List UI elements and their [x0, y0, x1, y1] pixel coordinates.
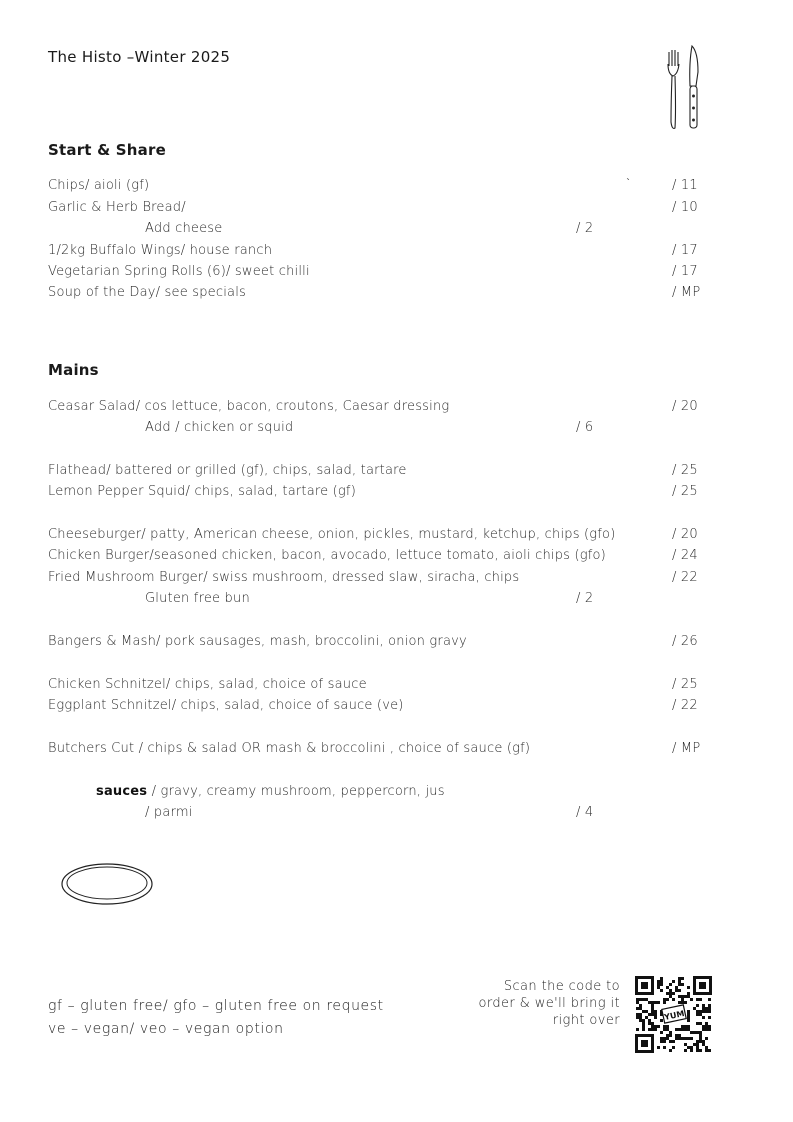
item-price: / MP [672, 741, 701, 756]
item-price: / 25 [672, 677, 698, 692]
item-name: Chicken Burger/seasoned chicken, bacon, avocado, lettuce tomato, aioli chips (gfo) [48, 548, 606, 563]
fork-icon [668, 50, 679, 128]
menu-addon [48, 221, 748, 241]
addon-name: Add cheese [145, 221, 223, 236]
item-name: Chips/ aioli (gf) [48, 178, 150, 193]
menu-item [48, 548, 748, 568]
item-price: / 11 [672, 178, 698, 193]
item-price: / 10 [672, 200, 698, 215]
menu-item [48, 178, 748, 198]
item-price: / 25 [672, 463, 698, 478]
section-heading-start: Start & Share [48, 141, 166, 159]
scan-instructions: Scan the code to order & we'll bring it right over [478, 979, 620, 1028]
item-price: / 20 [672, 399, 698, 414]
menu-item [48, 741, 748, 761]
knife-icon [690, 46, 698, 128]
addon-name: Add / chicken or squid [145, 420, 294, 435]
item-name: Vegetarian Spring Rolls (6)/ sweet chilli [48, 264, 310, 279]
menu-addon [48, 591, 748, 611]
item-price: / 24 [672, 548, 698, 563]
addon-price: / 2 [576, 221, 594, 236]
menu-item [48, 243, 748, 263]
addon-price: / 6 [576, 420, 594, 435]
cutlery-icon [662, 42, 708, 134]
item-name: Soup of the Day/ see specials [48, 285, 246, 300]
sauces-list: / gravy, creamy mushroom, peppercorn, jus [147, 784, 445, 799]
menu-item [48, 200, 748, 220]
item-name: Flathead/ battered or grilled (gf), chips, salad, tartare [48, 463, 407, 478]
menu-item [48, 698, 748, 718]
section-heading-mains: Mains [48, 361, 99, 379]
item-name: Ceasar Salad/ cos lettuce, bacon, croutons, Caesar dressing [48, 399, 450, 414]
item-name: Chicken Schnitzel/ chips, salad, choice of sauce [48, 677, 367, 692]
addon-name: Gluten free bun [145, 591, 250, 606]
legend-line-1: gf – gluten free/ gfo – gluten free on request [48, 998, 384, 1014]
menu-item [48, 484, 748, 504]
menu-item [48, 285, 748, 305]
menu-item [48, 570, 748, 590]
menu-addon [48, 420, 748, 440]
menu-item [48, 463, 748, 483]
menu-item [48, 264, 748, 284]
item-price: / 17 [672, 264, 698, 279]
item-price: / 20 [672, 527, 698, 542]
sauces-label: sauces [96, 784, 148, 799]
item-name: Lemon Pepper Squid/ chips, salad, tartare (gf) [48, 484, 356, 499]
menu-title: The Histo –Winter 2025 [48, 48, 231, 66]
item-name: 1/2kg Buffalo Wings/ house ranch [48, 243, 273, 258]
menu-item [48, 527, 748, 547]
menu-item [48, 634, 748, 654]
item-name: Butchers Cut / chips & salad OR mash & broccolini , choice of sauce (gf) [48, 741, 531, 756]
item-price: / 17 [672, 243, 698, 258]
item-price: / 25 [672, 484, 698, 499]
parmi-price: / 4 [576, 805, 594, 820]
item-price: / 26 [672, 634, 698, 649]
qr-code[interactable] [635, 976, 712, 1053]
item-price: / 22 [672, 570, 698, 585]
item-price: / MP [672, 285, 701, 300]
item-name: Fried Mushroom Burger/ swiss mushroom, dressed slaw, siracha, chips [48, 570, 520, 585]
qr-badge-text: YUM [663, 1008, 686, 1022]
item-name: Garlic & Herb Bread/ [48, 200, 186, 215]
legend-line-2: ve – vegan/ veo – vegan option [48, 1021, 284, 1037]
item-price: / 22 [672, 698, 698, 713]
stray-mark: ` [626, 178, 631, 189]
plate-icon [60, 862, 156, 910]
menu-item [48, 399, 748, 419]
menu-item [48, 677, 748, 697]
item-name: Bangers & Mash/ pork sausages, mash, broccolini, onion gravy [48, 634, 467, 649]
item-name: Eggplant Schnitzel/ chips, salad, choice of sauce (ve) [48, 698, 404, 713]
sauces-line [96, 784, 445, 799]
addon-price: / 2 [576, 591, 594, 606]
item-name: Cheeseburger/ patty, American cheese, onion, pickles, mustard, ketchup, chips (gfo) [48, 527, 616, 542]
sauces-parmi [48, 805, 748, 825]
parmi-label: / parmi [145, 805, 193, 820]
